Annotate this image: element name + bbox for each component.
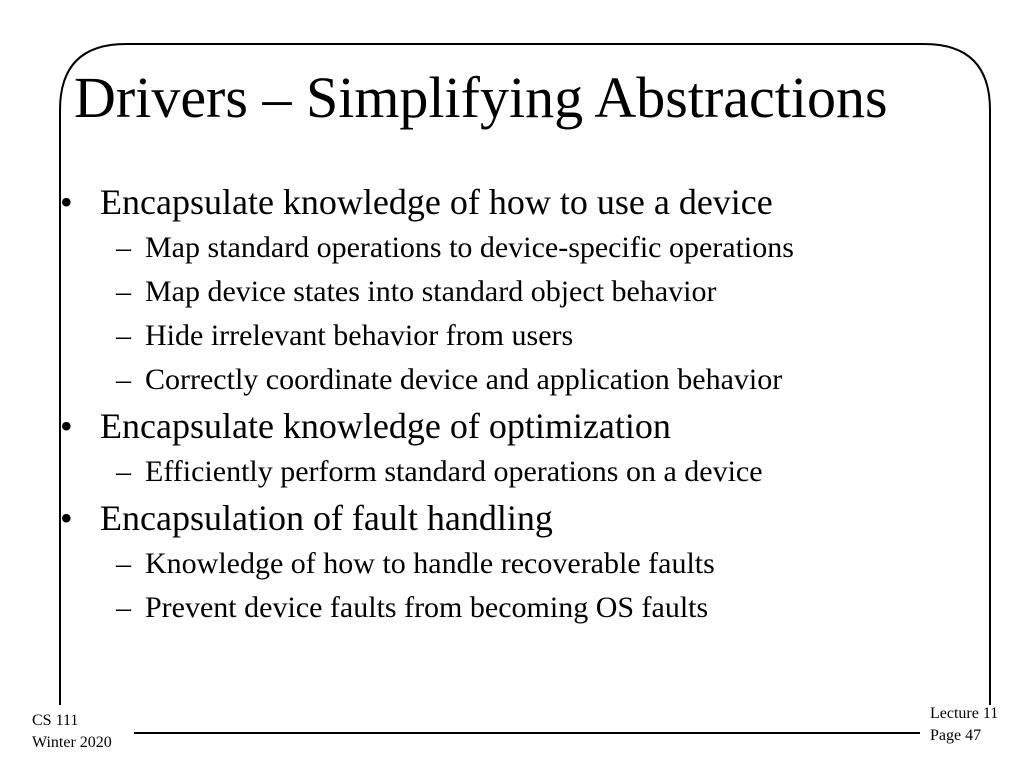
bullet-text: Encapsulation of fault handling	[100, 498, 553, 538]
sub-bullet-text: Map device states into standard object behavior	[145, 275, 717, 308]
sub-bullet-text: Map standard operations to device-specific operations	[145, 231, 794, 264]
dash-marker: –	[116, 591, 131, 624]
sub-bullet-item	[100, 226, 980, 270]
bullet-text: Encapsulate knowledge of how to use a device	[100, 182, 773, 222]
sub-bullet-list	[100, 450, 980, 494]
dash-marker: –	[116, 275, 131, 308]
bullet-text: Encapsulate knowledge of optimization	[100, 406, 671, 446]
sub-bullet-item	[100, 586, 980, 630]
slide-title: Drivers – Simplifying Abstractions	[74, 65, 888, 130]
footer-course-info	[32, 710, 112, 754]
sub-bullet-text: Prevent device faults from becoming OS faults	[145, 591, 709, 624]
bullet-marker: •	[60, 498, 73, 538]
sub-bullet-list	[100, 542, 980, 630]
bullet-marker: •	[60, 406, 73, 446]
dash-marker: –	[116, 319, 131, 352]
sub-bullet-item	[100, 542, 980, 586]
bullet-item	[60, 178, 980, 402]
sub-bullet-text: Hide irrelevant behavior from users	[145, 319, 574, 352]
bullet-marker: •	[60, 182, 73, 222]
page-number: Page 47	[930, 727, 982, 744]
sub-bullet-item	[100, 314, 980, 358]
course-term: Winter 2020	[32, 734, 112, 751]
dash-marker: –	[116, 455, 131, 488]
sub-bullet-text: Efficiently perform standard operations on a device	[145, 455, 763, 488]
footer-divider	[134, 732, 920, 734]
sub-bullet-item	[100, 450, 980, 494]
dash-marker: –	[116, 547, 131, 580]
lecture-number: Lecture 11	[930, 705, 999, 722]
dash-marker: –	[116, 363, 131, 396]
sub-bullet-list	[100, 226, 980, 402]
dash-marker: –	[116, 231, 131, 264]
bullet-item	[60, 402, 980, 494]
sub-bullet-item	[100, 358, 980, 402]
footer-page-info	[930, 703, 998, 747]
sub-bullet-text: Knowledge of how to handle recoverable faults	[145, 547, 715, 580]
sub-bullet-item	[100, 270, 980, 314]
course-name: CS 111	[32, 712, 79, 729]
bullet-item	[60, 494, 980, 630]
bullet-list	[60, 178, 980, 630]
sub-bullet-text: Correctly coordinate device and application behavior	[145, 363, 783, 396]
